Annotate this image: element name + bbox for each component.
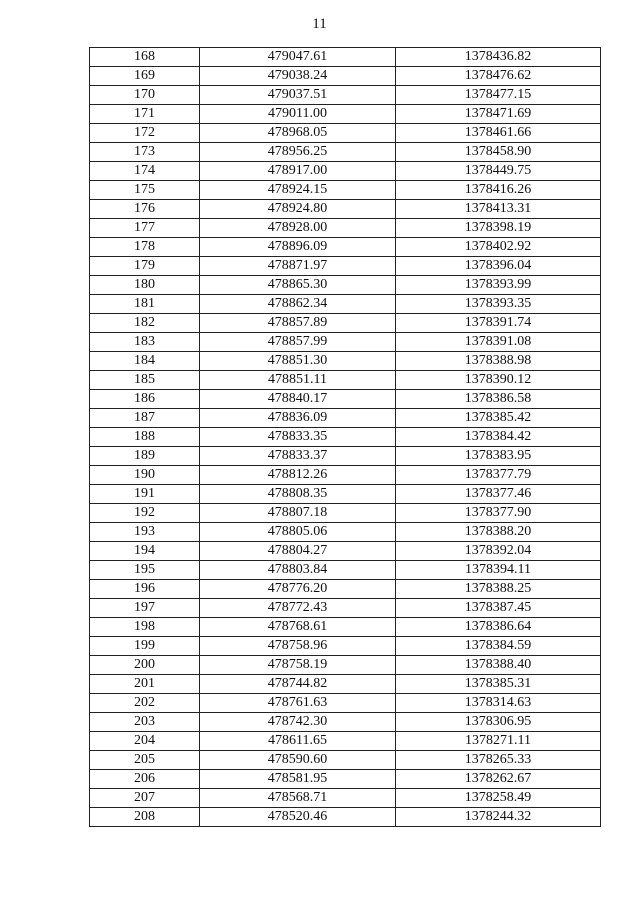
table-row — [90, 694, 601, 713]
table-row — [90, 295, 601, 314]
table-row — [90, 238, 601, 257]
x-coordinate-cell: 478611.65 — [200, 732, 396, 751]
table-row — [90, 789, 601, 808]
x-coordinate-cell: 478761.63 — [200, 694, 396, 713]
point-number-cell: 196 — [90, 580, 200, 599]
point-number-cell: 204 — [90, 732, 200, 751]
y-coordinate-cell: 1378386.58 — [396, 390, 601, 409]
table-row — [90, 428, 601, 447]
y-coordinate-cell: 1378390.12 — [396, 371, 601, 390]
table-row — [90, 656, 601, 675]
point-number-cell: 179 — [90, 257, 200, 276]
y-coordinate-cell: 1378392.04 — [396, 542, 601, 561]
x-coordinate-cell: 478744.82 — [200, 675, 396, 694]
y-coordinate-cell: 1378402.92 — [396, 238, 601, 257]
x-coordinate-cell: 478804.27 — [200, 542, 396, 561]
y-coordinate-cell: 1378388.20 — [396, 523, 601, 542]
y-coordinate-cell: 1378265.33 — [396, 751, 601, 770]
table-row — [90, 732, 601, 751]
y-coordinate-cell: 1378271.11 — [396, 732, 601, 751]
y-coordinate-cell: 1378388.40 — [396, 656, 601, 675]
coordinates-table — [89, 47, 601, 827]
table-row — [90, 200, 601, 219]
x-coordinate-cell: 478968.05 — [200, 124, 396, 143]
x-coordinate-cell: 478758.19 — [200, 656, 396, 675]
x-coordinate-cell: 478803.84 — [200, 561, 396, 580]
x-coordinate-cell: 479037.51 — [200, 86, 396, 105]
y-coordinate-cell: 1378393.35 — [396, 295, 601, 314]
y-coordinate-cell: 1378413.31 — [396, 200, 601, 219]
point-number-cell: 180 — [90, 276, 200, 295]
x-coordinate-cell: 478924.80 — [200, 200, 396, 219]
y-coordinate-cell: 1378477.15 — [396, 86, 601, 105]
point-number-cell: 177 — [90, 219, 200, 238]
table-row — [90, 504, 601, 523]
y-coordinate-cell: 1378387.45 — [396, 599, 601, 618]
table-row — [90, 67, 601, 86]
point-number-cell: 171 — [90, 105, 200, 124]
x-coordinate-cell: 478812.26 — [200, 466, 396, 485]
table-row — [90, 447, 601, 466]
point-number-cell: 188 — [90, 428, 200, 447]
y-coordinate-cell: 1378449.75 — [396, 162, 601, 181]
point-number-cell: 184 — [90, 352, 200, 371]
point-number-cell: 194 — [90, 542, 200, 561]
coordinates-table-body — [90, 48, 601, 827]
point-number-cell: 170 — [90, 86, 200, 105]
y-coordinate-cell: 1378262.67 — [396, 770, 601, 789]
point-number-cell: 206 — [90, 770, 200, 789]
point-number-cell: 173 — [90, 143, 200, 162]
y-coordinate-cell: 1378436.82 — [396, 48, 601, 67]
point-number-cell: 198 — [90, 618, 200, 637]
table-row — [90, 637, 601, 656]
x-coordinate-cell: 478520.46 — [200, 808, 396, 827]
table-row — [90, 352, 601, 371]
table-row — [90, 618, 601, 637]
table-row — [90, 466, 601, 485]
point-number-cell: 203 — [90, 713, 200, 732]
y-coordinate-cell: 1378384.42 — [396, 428, 601, 447]
y-coordinate-cell: 1378471.69 — [396, 105, 601, 124]
table-row — [90, 276, 601, 295]
table-row — [90, 390, 601, 409]
table-row — [90, 675, 601, 694]
table-row — [90, 143, 601, 162]
y-coordinate-cell: 1378396.04 — [396, 257, 601, 276]
table-row — [90, 124, 601, 143]
x-coordinate-cell: 478568.71 — [200, 789, 396, 808]
table-row — [90, 485, 601, 504]
table-row — [90, 86, 601, 105]
point-number-cell: 199 — [90, 637, 200, 656]
point-number-cell: 183 — [90, 333, 200, 352]
y-coordinate-cell: 1378383.95 — [396, 447, 601, 466]
point-number-cell: 169 — [90, 67, 200, 86]
point-number-cell: 181 — [90, 295, 200, 314]
y-coordinate-cell: 1378314.63 — [396, 694, 601, 713]
point-number-cell: 175 — [90, 181, 200, 200]
point-number-cell: 185 — [90, 371, 200, 390]
y-coordinate-cell: 1378377.90 — [396, 504, 601, 523]
point-number-cell: 200 — [90, 656, 200, 675]
point-number-cell: 190 — [90, 466, 200, 485]
x-coordinate-cell: 478581.95 — [200, 770, 396, 789]
x-coordinate-cell: 478808.35 — [200, 485, 396, 504]
y-coordinate-cell: 1378393.99 — [396, 276, 601, 295]
table-row — [90, 333, 601, 352]
x-coordinate-cell: 478862.34 — [200, 295, 396, 314]
x-coordinate-cell: 478776.20 — [200, 580, 396, 599]
y-coordinate-cell: 1378394.11 — [396, 561, 601, 580]
x-coordinate-cell: 478840.17 — [200, 390, 396, 409]
x-coordinate-cell: 478917.00 — [200, 162, 396, 181]
point-number-cell: 192 — [90, 504, 200, 523]
x-coordinate-cell: 478758.96 — [200, 637, 396, 656]
table-row — [90, 561, 601, 580]
x-coordinate-cell: 478590.60 — [200, 751, 396, 770]
point-number-cell: 208 — [90, 808, 200, 827]
point-number-cell: 197 — [90, 599, 200, 618]
x-coordinate-cell: 478805.06 — [200, 523, 396, 542]
x-coordinate-cell: 478896.09 — [200, 238, 396, 257]
point-number-cell: 174 — [90, 162, 200, 181]
point-number-cell: 201 — [90, 675, 200, 694]
x-coordinate-cell: 479038.24 — [200, 67, 396, 86]
point-number-cell: 205 — [90, 751, 200, 770]
y-coordinate-cell: 1378388.25 — [396, 580, 601, 599]
table-row — [90, 542, 601, 561]
page-number: 11 — [312, 16, 327, 32]
table-row — [90, 751, 601, 770]
point-number-cell: 182 — [90, 314, 200, 333]
point-number-cell: 189 — [90, 447, 200, 466]
y-coordinate-cell: 1378398.19 — [396, 219, 601, 238]
x-coordinate-cell: 478865.30 — [200, 276, 396, 295]
x-coordinate-cell: 478956.25 — [200, 143, 396, 162]
table-row — [90, 314, 601, 333]
x-coordinate-cell: 478871.97 — [200, 257, 396, 276]
x-coordinate-cell: 478857.99 — [200, 333, 396, 352]
table-row — [90, 105, 601, 124]
x-coordinate-cell: 478851.11 — [200, 371, 396, 390]
y-coordinate-cell: 1378385.31 — [396, 675, 601, 694]
y-coordinate-cell: 1378244.32 — [396, 808, 601, 827]
y-coordinate-cell: 1378306.95 — [396, 713, 601, 732]
y-coordinate-cell: 1378461.66 — [396, 124, 601, 143]
x-coordinate-cell: 478742.30 — [200, 713, 396, 732]
x-coordinate-cell: 479011.00 — [200, 105, 396, 124]
x-coordinate-cell: 478833.35 — [200, 428, 396, 447]
table-row — [90, 162, 601, 181]
x-coordinate-cell: 479047.61 — [200, 48, 396, 67]
point-number-cell: 202 — [90, 694, 200, 713]
x-coordinate-cell: 478851.30 — [200, 352, 396, 371]
x-coordinate-cell: 478857.89 — [200, 314, 396, 333]
table-row — [90, 770, 601, 789]
point-number-cell: 195 — [90, 561, 200, 580]
point-number-cell: 187 — [90, 409, 200, 428]
x-coordinate-cell: 478772.43 — [200, 599, 396, 618]
point-number-cell: 191 — [90, 485, 200, 504]
point-number-cell: 176 — [90, 200, 200, 219]
y-coordinate-cell: 1378377.79 — [396, 466, 601, 485]
y-coordinate-cell: 1378377.46 — [396, 485, 601, 504]
point-number-cell: 168 — [90, 48, 200, 67]
y-coordinate-cell: 1378386.64 — [396, 618, 601, 637]
x-coordinate-cell: 478928.00 — [200, 219, 396, 238]
y-coordinate-cell: 1378384.59 — [396, 637, 601, 656]
table-row — [90, 523, 601, 542]
point-number-cell: 186 — [90, 390, 200, 409]
y-coordinate-cell: 1378416.26 — [396, 181, 601, 200]
y-coordinate-cell: 1378458.90 — [396, 143, 601, 162]
table-row — [90, 219, 601, 238]
y-coordinate-cell: 1378391.74 — [396, 314, 601, 333]
y-coordinate-cell: 1378385.42 — [396, 409, 601, 428]
point-number-cell: 193 — [90, 523, 200, 542]
table-row — [90, 713, 601, 732]
table-row — [90, 808, 601, 827]
table-row — [90, 257, 601, 276]
table-row — [90, 580, 601, 599]
x-coordinate-cell: 478836.09 — [200, 409, 396, 428]
table-row — [90, 371, 601, 390]
point-number-cell: 172 — [90, 124, 200, 143]
x-coordinate-cell: 478924.15 — [200, 181, 396, 200]
table-row — [90, 48, 601, 67]
y-coordinate-cell: 1378258.49 — [396, 789, 601, 808]
table-row — [90, 599, 601, 618]
table-row — [90, 181, 601, 200]
point-number-cell: 178 — [90, 238, 200, 257]
x-coordinate-cell: 478768.61 — [200, 618, 396, 637]
y-coordinate-cell: 1378391.08 — [396, 333, 601, 352]
table-row — [90, 409, 601, 428]
y-coordinate-cell: 1378388.98 — [396, 352, 601, 371]
y-coordinate-cell: 1378476.62 — [396, 67, 601, 86]
point-number-cell: 207 — [90, 789, 200, 808]
x-coordinate-cell: 478807.18 — [200, 504, 396, 523]
x-coordinate-cell: 478833.37 — [200, 447, 396, 466]
